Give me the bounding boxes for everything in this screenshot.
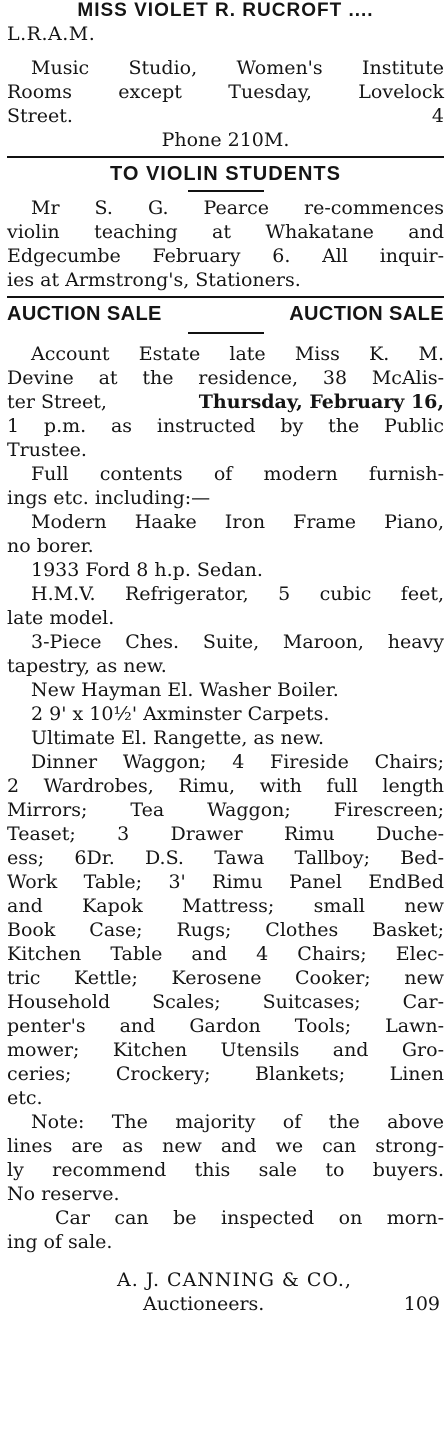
ad-body-line: ings etc. including:—: [7, 487, 211, 509]
ad-body-line: Trustee.: [7, 439, 87, 461]
item-list-line: penter's and Gardon Tools; Lawn-: [7, 1015, 444, 1037]
music-studio-ad: [7, 0, 444, 152]
item-list-line: Teaset; 3 Drawer Rimu Duche-: [7, 823, 444, 845]
item-piano: Modern Haake Iron Frame Piano,: [31, 511, 444, 533]
item-refrigerator: H.M.V. Refrigerator, 5 cubic feet,: [31, 583, 444, 605]
item-list-line: Book Case; Rugs; Clothes Basket;: [7, 919, 444, 941]
ad-body-line: Mr S. G. Pearce re-commences: [31, 197, 444, 219]
ad-body-line: [7, 104, 444, 128]
violin-ad: [7, 162, 444, 292]
item-list-line: ceries; Crockery; Blankets; Linen: [7, 1063, 444, 1085]
item-suite-cont: tapestry, as new.: [7, 655, 167, 677]
sale-date: Thursday, February 16,: [198, 391, 444, 413]
ad-body-line: Account Estate late Miss K. M.: [31, 343, 444, 365]
ad-body-line: Devine at the residence, 38 McAlis-: [7, 367, 444, 389]
short-rule: [188, 332, 264, 334]
ad-heading-auction: [7, 302, 444, 326]
item-list-line: Dinner Waggon; 4 Fireside Chairs;: [31, 751, 444, 773]
column-divider: [7, 156, 444, 158]
item-list-line: Work Table; 3' Rimu Panel EndBed: [7, 871, 444, 893]
note-line: lines are as new and we can strong-: [7, 1135, 444, 1157]
item-list-line: and Kapok Mattress; small new: [7, 895, 444, 917]
ad-body-line: Rooms except Tuesday, Lovelock: [7, 81, 444, 103]
ad-body-line: Music Studio, Women's Institute: [31, 57, 444, 79]
auctioneer-signature: [7, 1292, 444, 1316]
item-washer: New Hayman El. Washer Boiler.: [31, 679, 339, 701]
note-line: ly recommend this sale to buyers.: [7, 1159, 444, 1181]
item-piano-cont: no borer.: [7, 535, 94, 557]
item-list-line: mower; Kitchen Utensils and Gro-: [7, 1039, 444, 1061]
inspect-line: Car can be inspected on morn-: [55, 1207, 444, 1229]
ad-body-line: 1 p.m. as instructed by the Public: [7, 415, 444, 437]
ad-phone: Phone 210M.: [161, 129, 290, 151]
ad-body-line: Full contents of modern furnish-: [31, 463, 444, 485]
item-list-line: ess; 6Dr. D.S. Tawa Tallboy; Bed-: [7, 847, 444, 869]
item-list-line: Household Scales; Suitcases; Car-: [7, 991, 444, 1013]
ad-body-line: Edgecumbe February 6. All inquir-: [7, 245, 444, 267]
ad-heading-violin: TO VIOLIN STUDENTS: [110, 163, 341, 185]
inspect-line: ing of sale.: [7, 1231, 113, 1253]
ad-body-line: violin teaching at Whakatane and: [7, 221, 444, 243]
ad-heading-rucroft: MISS VIOLET R. RUCROFT ....: [77, 0, 374, 21]
item-car: 1933 Ford 8 h.p. Sedan.: [31, 559, 263, 581]
item-list-line: Mirrors; Tea Waggon; Firescreen;: [7, 799, 444, 821]
item-rangette: Ultimate El. Rangette, as new.: [31, 727, 325, 749]
ad-subheading-lram: L.R.A.M.: [7, 23, 96, 45]
auction-title-right: AUCTION SALE: [289, 303, 444, 325]
item-list-line: etc.: [7, 1087, 43, 1109]
item-refrigerator-cont: late model.: [7, 607, 115, 629]
note-line: Note: The majority of the above: [31, 1111, 444, 1133]
auction-ad: [7, 302, 444, 1316]
note-line: No reserve.: [7, 1183, 120, 1205]
auction-title-left: AUCTION SALE: [7, 303, 162, 325]
item-suite: 3-Piece Ches. Suite, Maroon, heavy: [31, 631, 444, 653]
ad-ref-number: 4: [431, 105, 444, 127]
item-carpets: 2 9' x 10½' Axminster Carpets.: [31, 703, 330, 725]
auctioneer-firm: A. J. CANNING & CO.,: [117, 1269, 352, 1291]
ad-body-text: Street.: [7, 105, 73, 127]
ad-ref-number: 109: [403, 1293, 440, 1315]
ad-body-line: ies at Armstrong's, Stationers.: [7, 269, 301, 291]
column-divider: [7, 296, 444, 298]
ad-body-line: [7, 390, 444, 414]
auctioneer-role: Auctioneers.: [143, 1293, 265, 1315]
item-list-line: 2 Wardrobes, Rimu, with full length: [7, 775, 444, 797]
item-list-line: tric Kettle; Kerosene Cooker; new: [7, 967, 444, 989]
item-list-line: Kitchen Table and 4 Chairs; Elec-: [7, 943, 444, 965]
short-rule: [188, 190, 264, 192]
ad-body-text: ter Street,: [7, 391, 107, 413]
